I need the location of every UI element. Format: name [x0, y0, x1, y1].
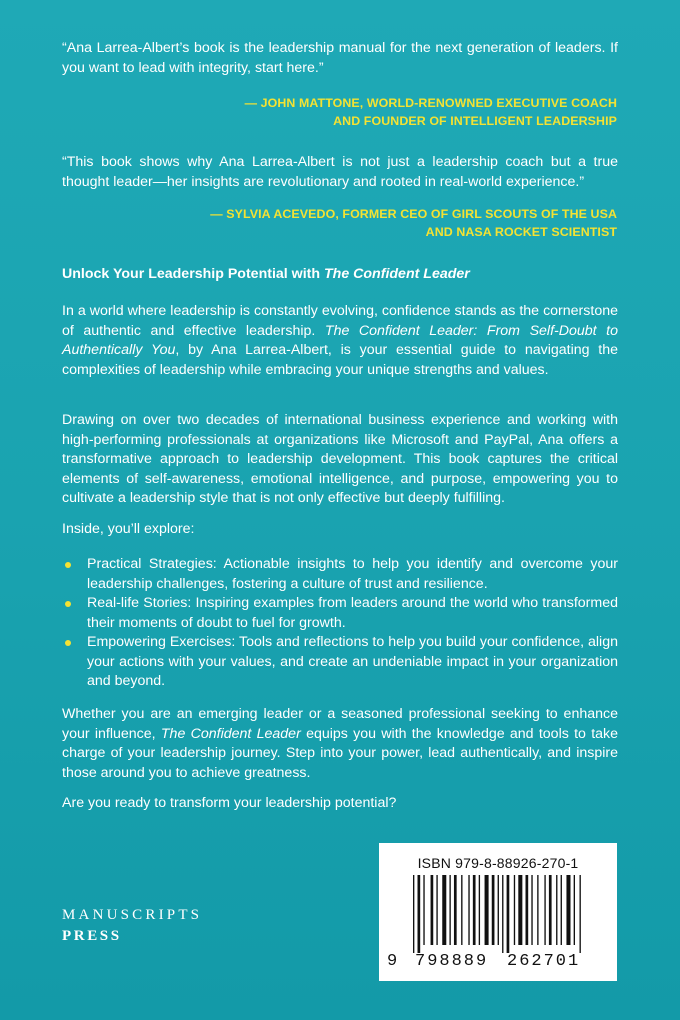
barcode-bar [431, 875, 434, 945]
barcode-bar [461, 875, 462, 945]
barcode-bar [449, 875, 450, 945]
barcode-icon [399, 875, 599, 955]
paragraph-intro-part1: In a world where leadership is constantly evolving, confidence stands as the cornerstone of authentic and effective leadership. [62, 303, 618, 339]
publisher-line2: PRESS [62, 928, 122, 944]
barcode-bar [544, 875, 545, 945]
list-item-text: Empowering Exercises: Tools and reflections to help you build your confidence, align your actions with your values, and create an undeniable impact in your organization and beyond. [87, 634, 618, 689]
headline-book-title: The Confident Leader [323, 266, 470, 282]
publisher-logo [62, 905, 202, 947]
feature-list [62, 555, 618, 692]
attribution-acevedo [97, 205, 617, 241]
attribution-line: — SYLVIA ACEVEDO, FORMER CEO OF GIRL SCOUTS OF THE USA [210, 207, 617, 221]
quote-acevedo: “This book shows why Ana Larrea-Albert is not just a leadership coach but a true thought leader—her insights are revolutionary and rooted in real-world experience.” [62, 154, 618, 190]
isbn-digit-first: 9 [387, 952, 398, 971]
headline-prefix: Unlock Your Leadership Potential with [62, 266, 324, 282]
barcode-bar [492, 875, 495, 945]
paragraph-experience: Drawing on over two decades of international business experience and working with high-performing professionals at organizations like Microsoft and PayPal, Ana offers a transformative approach to leadership development. This book captures the critical elements of self-awareness, emotional intelligence, and purpose, empowering you to cultivate a leadership style that is not only effective but deeply fulfilling. [62, 412, 618, 506]
quote-mattone: “Ana Larrea-Albert’s book is the leadership manual for the next generation of leaders. If you want to lead with integrity, start here.” [62, 40, 618, 76]
barcode-bar [498, 875, 499, 945]
barcode-bar [580, 875, 581, 953]
headline [62, 264, 622, 284]
list-item [62, 633, 618, 692]
list-item [62, 555, 618, 594]
barcode-bar [526, 875, 529, 945]
barcode-bar [514, 875, 515, 945]
barcode-bar [561, 875, 562, 945]
barcode-bar [468, 875, 469, 945]
list-intro: Inside, you’ll explore: [62, 521, 195, 537]
list-item-text: Real-life Stories: Inspiring examples from leaders around the world who transformed their moments of doubt to fuel for growth. [87, 595, 618, 631]
barcode-bar [556, 875, 557, 945]
paragraph-closing-part2: equips you with the knowledge and tools to take charge of your leadership journey. Step into your power, lead authentically, and inspire those around you to achieve greatness. [62, 725, 619, 781]
paragraph-closing-title: The Confident Leader [160, 725, 301, 742]
barcode-bar [485, 875, 489, 945]
paragraph-intro [62, 302, 618, 380]
paragraph-intro-part2: , by Ana Larrea-Albert, is your essential guide to navigating the complexities of leadership while embracing your unique strengths and values. [62, 342, 618, 378]
barcode-bar [413, 875, 414, 953]
list-item [62, 594, 618, 633]
barcode-bar [423, 875, 424, 945]
barcode-bar [574, 875, 575, 945]
isbn-barcode [379, 843, 617, 981]
attribution-line: — JOHN MATTONE, WORLD-RENOWNED EXECUTIVE COACH [244, 96, 617, 110]
attribution-mattone [97, 94, 617, 130]
barcode-bar [537, 875, 538, 945]
bullet-dot-icon [65, 640, 71, 646]
barcode-bar [531, 875, 532, 945]
bullet-dot-icon [65, 562, 71, 568]
bullet-dot-icon [65, 601, 71, 607]
barcode-bar [502, 875, 503, 953]
paragraph-closing-part1: Whether you are an emerging leader or a seasoned professional seeking to enhance your influence, [62, 706, 618, 742]
attribution-line: AND FOUNDER OF INTELLIGENT LEADERSHIP [333, 114, 617, 128]
paragraph-closing [62, 705, 618, 783]
publisher-line1: MANUSCRIPTS [62, 907, 203, 923]
barcode-bar [479, 875, 480, 945]
barcode-bar [566, 875, 570, 945]
isbn-label: ISBN 979-8-88926-270-1 [417, 855, 579, 871]
barcode-bar [418, 875, 421, 953]
isbn-digits-right: 262701 [507, 952, 581, 971]
barcode-bar [473, 875, 476, 945]
barcode-bar [507, 875, 510, 953]
paragraph-intro-title: The Confident Leader: From Self-Doubt to Authentically You [62, 322, 618, 358]
closing-question: Are you ready to transform your leadership potential? [62, 795, 397, 811]
barcode-bar [454, 875, 457, 945]
barcode-bar [518, 875, 522, 945]
isbn-digits-left: 798889 [415, 952, 489, 971]
barcode-bar [442, 875, 446, 945]
attribution-line: AND NASA ROCKET SCIENTIST [425, 225, 617, 239]
barcode-bar [436, 875, 437, 945]
list-item-text: Practical Strategies: Actionable insights to help you identify and overcome your leadership challenges, fostering a culture of trust and resilience. [87, 556, 618, 592]
barcode-bar [549, 875, 552, 945]
